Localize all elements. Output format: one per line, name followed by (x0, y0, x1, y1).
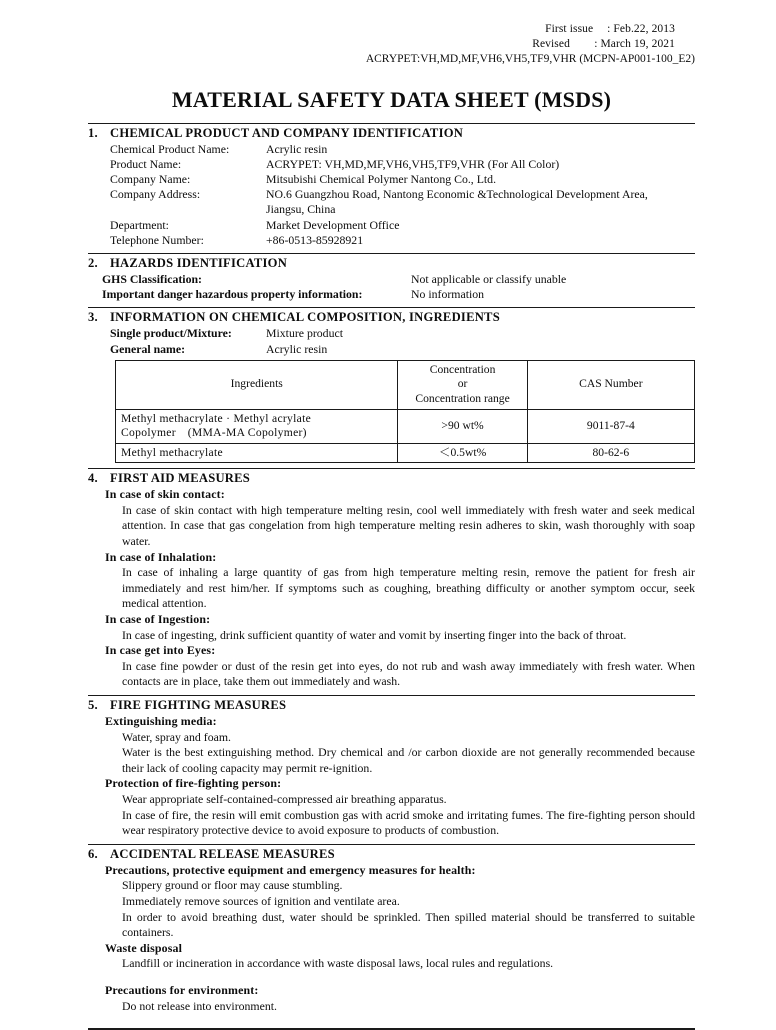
field-value: Acrylic resin (266, 141, 328, 156)
section-6-title: ACCIDENTAL RELEASE MEASURES (110, 846, 335, 861)
table-header-row (116, 360, 695, 409)
field-product-name (88, 157, 695, 172)
section-5-heading (88, 698, 695, 713)
field-value: Not applicable or classify unable (411, 271, 567, 286)
field-label: Chemical Product Name: (110, 141, 230, 156)
field-company-address (88, 187, 695, 217)
header-concentration-line2: or (457, 377, 468, 391)
section-rule (88, 695, 695, 696)
paragraph-precautions-environment: Do not release into environment. (122, 998, 277, 1013)
paragraph-waste-disposal: Landfill or incineration in accordance with waste disposal laws, local rules and regulations. (122, 956, 554, 971)
field-value-line2: Jiangsu, China (266, 202, 336, 217)
header-concentration-line1: Concentration (429, 362, 496, 376)
field-label: Company Address: (110, 187, 201, 202)
section-1-title: CHEMICAL PRODUCT AND COMPANY IDENTIFICATION (110, 125, 464, 140)
section-rule (88, 844, 695, 845)
table-row (116, 443, 695, 463)
section-rule (88, 123, 695, 124)
paragraph-precautions-health-2: Immediately remove sources of ignition and ventilate area. (122, 893, 400, 908)
section-6-heading (88, 847, 695, 862)
ingredient-line2: Copolymer (MMA-MA Copolymer) (121, 426, 307, 440)
section-hazards-identification (88, 253, 695, 302)
paragraph-extinguishing-media-2: Water is the best extinguishing method. Dry chemical and /or carbon dioxide are not generally recommended because their lack of cooling capacity may permit re-ignition. (122, 745, 695, 775)
section-fire-fighting-measures (88, 695, 695, 839)
field-label: Telephone Number: (110, 232, 204, 247)
paragraph-ingestion: In case of ingesting, drink sufficient quantity of water and vomit by inserting finger into the back of throat. (122, 627, 627, 642)
section-3-title: INFORMATION ON CHEMICAL COMPOSITION, INGREDIENTS (110, 310, 500, 325)
subheading-waste-disposal: Waste disposal (105, 940, 183, 955)
section-2-title: HAZARDS IDENTIFICATION (110, 255, 288, 270)
field-ghs-classification (88, 272, 695, 287)
paragraph-extinguishing-media-1: Water, spray and foam. (122, 729, 231, 744)
field-label: Department: (110, 217, 169, 232)
section-1-heading (88, 126, 695, 141)
field-value: Acrylic resin (266, 341, 328, 356)
subheading-precautions-environment: Precautions for environment: (105, 982, 259, 997)
page-title: MATERIAL SAFETY DATA SHEET (MSDS) (171, 86, 612, 112)
field-value: Mitsubishi Chemical Polymer Nantong Co., Ltd. (266, 171, 497, 186)
cell-cas-number: 9011-87-4 (527, 409, 694, 443)
field-general-name (88, 342, 695, 357)
cell-concentration: ＜0.5wt% (398, 443, 527, 463)
section-2-number: 2. (88, 255, 98, 270)
section-6-number: 6. (88, 846, 98, 861)
subheading-fire-fighter-protection: Protection of fire-fighting person: (105, 776, 282, 791)
section-3-heading (88, 310, 695, 325)
revised-label: Revised (532, 37, 570, 50)
header-cas-number: CAS Number (527, 360, 694, 409)
section-4-title: FIRST AID MEASURES (110, 471, 251, 486)
field-label: Important danger hazardous property information: (102, 287, 363, 302)
section-chemical-product-identification (88, 123, 695, 248)
field-value: +86-0513-85928921 (266, 232, 364, 247)
field-value: ACRYPET: VH,MD,MF,VH6,VH5,TF9,VHR (For All Color) (266, 156, 560, 171)
field-value: NO.6 Guangzhou Road, Nantong Economic &Technological Development Area, (266, 187, 648, 202)
table-row (116, 409, 695, 443)
section-1-number: 1. (88, 125, 98, 140)
section-rule (88, 253, 695, 254)
paragraph-precautions-health-3: In order to avoid breathing dust, water should be sprinkled. Then spilled material should be transferred to suitable containers. (122, 909, 695, 940)
first-issue-value: : Feb.22, 2013 (607, 23, 675, 35)
section-rule (88, 468, 695, 469)
paragraph-precautions-health-1: Slippery ground or floor may cause stumbling. (122, 878, 343, 893)
field-value: No information (411, 287, 485, 302)
cell-ingredient: Methyl methacrylate (116, 443, 398, 463)
field-single-product-mixture (88, 326, 695, 341)
section-5-number: 5. (88, 698, 98, 713)
field-telephone-number (88, 233, 695, 248)
first-issue-line (88, 22, 695, 37)
field-value: Mixture product (266, 326, 343, 341)
cell-cas-number: 80-62-6 (527, 443, 694, 463)
ingredient-line1: Methyl methacrylate · Methyl acrylate (121, 411, 312, 425)
field-label: GHS Classification: (102, 271, 202, 286)
document-header (88, 22, 695, 67)
subheading-eyes: In case get into Eyes: (105, 643, 216, 658)
revised-value: : March 19, 2021 (594, 37, 675, 50)
section-3-number: 3. (88, 310, 98, 325)
subheading-skin-contact: In case of skin contact: (105, 487, 225, 502)
cell-ingredient (116, 409, 398, 443)
subheading-inhalation: In case of Inhalation: (105, 549, 217, 564)
paragraph-inhalation: In case of inhaling a large quantity of gas from high temperature melting resin, remove the patient for fresh air immediately and rest him/her. If symptoms such as coughing, breathing difficulty or another symptom occur, seek medical attention. (122, 565, 695, 611)
cell-concentration: >90 wt% (398, 409, 527, 443)
field-chemical-product-name (88, 142, 695, 157)
paragraph-eyes: In case fine powder or dust of the resin get into eyes, do not rub and wash away immediately with fresh water. When contacts are in place, take them out immediately and wash. (122, 658, 695, 689)
section-5-title: FIRE FIGHTING MEASURES (110, 698, 287, 713)
revised-line (88, 37, 695, 52)
section-rule (88, 307, 695, 308)
header-concentration-line3: Concentration range (415, 391, 510, 405)
section-first-aid-measures (88, 468, 695, 690)
section-accidental-release-measures (88, 844, 695, 1014)
section-4-number: 4. (88, 471, 98, 486)
field-value: Market Development Office (266, 217, 400, 232)
section-chemical-composition (88, 307, 695, 463)
field-label: Product Name: (110, 156, 182, 171)
paragraph-fire-fighter-protection-2: In case of fire, the resin will emit combustion gas with acrid smoke and irritating fumes. The fire-fighting person should wear respiratory protective device to avoid exposure to products of combustion. (122, 807, 695, 838)
subheading-ingestion: In case of Ingestion: (105, 612, 211, 627)
field-danger-property-info (88, 287, 695, 302)
subheading-precautions-health: Precautions, protective equipment and emergency measures for health: (105, 862, 476, 877)
field-company-name (88, 172, 695, 187)
document-code: ACRYPET:VH,MD,MF,VH6,VH5,TF9,VHR (MCPN-AP001-100_E2) (365, 53, 695, 65)
first-issue-label: First issue (545, 23, 594, 35)
header-concentration (398, 360, 527, 409)
field-label: General name: (110, 341, 186, 356)
header-ingredients: Ingredients (116, 360, 398, 409)
paragraph-skin-contact: In case of skin contact with high temperature melting resin, cool well immediately with fresh water and seek medical attention. In case that gas congelation from high temperature melting resin adheres to skin, wash thoroughly with soap water. (122, 502, 695, 549)
subheading-extinguishing-media: Extinguishing media: (105, 714, 217, 729)
field-label: Company Name: (110, 171, 191, 186)
field-department (88, 218, 695, 233)
field-label: Single product/Mixture: (110, 326, 232, 341)
ingredients-table (115, 360, 695, 464)
paragraph-spacer (88, 972, 695, 983)
section-4-heading (88, 471, 695, 486)
section-2-heading (88, 256, 695, 271)
paragraph-fire-fighter-protection-1: Wear appropriate self-contained-compressed air breathing apparatus. (122, 791, 447, 806)
